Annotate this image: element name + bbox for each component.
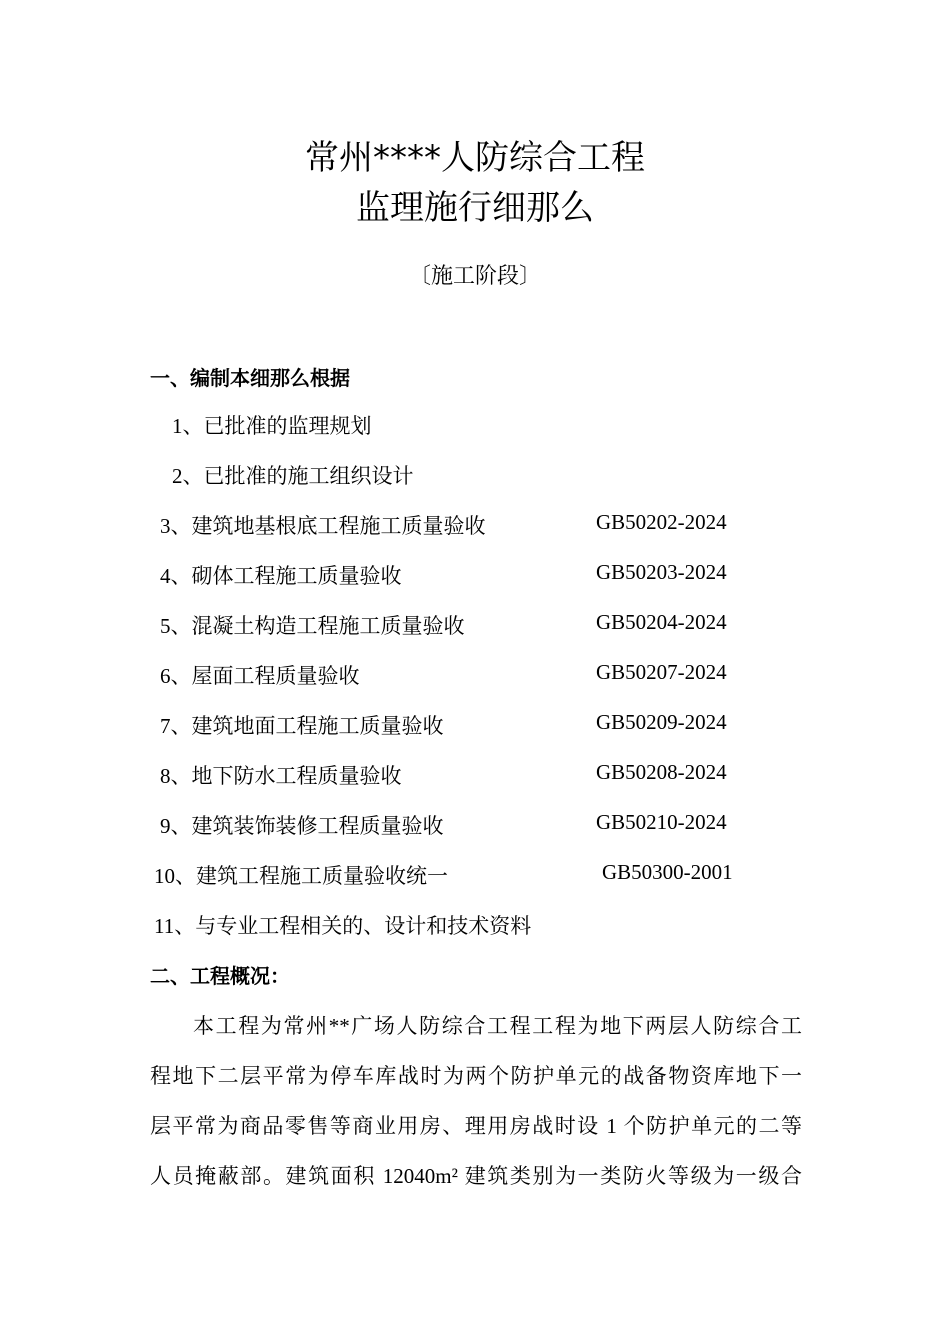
list-item xyxy=(160,560,402,590)
list-item-text: 与专业工程相关的、设计和技术资料 xyxy=(195,914,532,938)
list-item-text: 建筑工程施工质量验收统一 xyxy=(196,864,448,888)
standard-code: GB50208-2024 xyxy=(596,760,727,784)
list-item-number: 3、 xyxy=(160,514,192,538)
list-item-number: 9、 xyxy=(160,814,192,838)
document-subtitle: 〔施工阶段〕 xyxy=(408,263,541,288)
list-item xyxy=(160,510,486,540)
document-title-line1: 常州****人防综合工程 xyxy=(305,138,645,178)
list-item-text: 地下防水工程质量验收 xyxy=(191,764,402,788)
list-item-number: 5、 xyxy=(160,614,192,638)
list-item-text: 建筑装饰装修工程质量验收 xyxy=(191,814,444,838)
list-item xyxy=(160,660,360,690)
list-item-text: 混凝土构造工程施工质量验收 xyxy=(191,614,465,638)
document-title-line2: 监理施行细那么 xyxy=(356,188,594,228)
list-item xyxy=(160,810,444,840)
paragraph-line: 层平常为商品零售等商业用房、理用房战时设 1 个防护单元的二等 xyxy=(150,1114,802,1138)
list-item-text: 已批准的监理规划 xyxy=(203,414,372,438)
list-item-number: 11、 xyxy=(154,914,196,938)
list-item-number: 6、 xyxy=(160,664,192,688)
list-item-number: 4、 xyxy=(160,564,192,588)
section2-heading: 二、工程概况： xyxy=(150,964,290,988)
standard-code: GB50203-2024 xyxy=(596,560,727,584)
paragraph-line: 人员掩蔽部。建筑面积 12040m² 建筑类别为一类防火等级为一级合 xyxy=(150,1164,802,1188)
standard-code: GB50207-2024 xyxy=(596,660,727,684)
list-item-text: 砌体工程施工质量验收 xyxy=(191,564,402,588)
list-item-number: 8、 xyxy=(160,764,192,788)
list-item-text: 已批准的施工组织设计 xyxy=(203,464,414,488)
standard-code: GB50202-2024 xyxy=(596,510,727,534)
list-item-number: 7、 xyxy=(160,714,192,738)
list-item xyxy=(154,910,531,940)
list-item xyxy=(160,610,465,640)
list-item-text: 建筑地面工程施工质量验收 xyxy=(191,714,444,738)
list-item xyxy=(172,460,414,490)
list-item xyxy=(154,860,448,890)
list-item-text: 屋面工程质量验收 xyxy=(191,664,360,688)
paragraph-line: 程地下二层平常为停车库战时为两个防护单元的战备物资库地下一 xyxy=(150,1064,802,1088)
standard-code: GB50210-2024 xyxy=(596,810,727,834)
section1-heading: 一、编制本细那么根据 xyxy=(150,366,350,390)
list-item xyxy=(160,710,444,740)
list-item-number: 10、 xyxy=(154,864,196,888)
list-item-number: 2、 xyxy=(172,464,204,488)
list-item xyxy=(172,410,372,440)
list-item-number: 1、 xyxy=(172,414,204,438)
standard-code: GB50204-2024 xyxy=(596,610,727,634)
list-item-text: 建筑地基根底工程施工质量验收 xyxy=(191,514,486,538)
standard-code: GB50209-2024 xyxy=(596,710,727,734)
paragraph-line: 本工程为常州**广场人防综合工程工程为地下两层人防综合工 xyxy=(193,1014,802,1038)
standard-code: GB50300-2001 xyxy=(602,860,733,884)
list-item xyxy=(160,760,402,790)
